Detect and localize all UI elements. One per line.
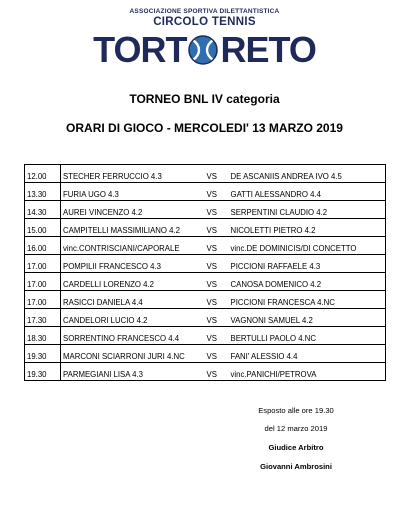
- match-vs: VS: [205, 273, 229, 291]
- match-vs: VS: [205, 219, 229, 237]
- match-vs: VS: [205, 291, 229, 309]
- logo-brand: [0, 30, 409, 70]
- match-player2: NICOLETTI PIETRO 4.2: [229, 219, 386, 237]
- schedule-body: [25, 165, 386, 381]
- posted-date: del 12 marzo 2019: [264, 424, 328, 433]
- tennis-ball-icon: [187, 34, 219, 66]
- match-row: [25, 309, 386, 327]
- logo-club-name: CIRCOLO TENNIS: [153, 16, 256, 28]
- match-player2: SERPENTINI CLAUDIO 4.2: [229, 201, 386, 219]
- club-logo: [0, 8, 409, 70]
- match-player2: vinc.DE DOMINICIS/DI CONCETTO: [229, 237, 386, 255]
- match-player1: vinc.CONTRISCIANI/CAPORALE: [61, 237, 205, 255]
- match-time: 17.30: [25, 309, 61, 327]
- logo-brand-right: RETO: [220, 29, 316, 70]
- match-time: 16.00: [25, 237, 61, 255]
- match-vs: VS: [205, 255, 229, 273]
- match-player1: MARCONI SCIARRONI JURI 4.NC: [61, 345, 205, 363]
- match-row: [25, 345, 386, 363]
- match-vs: VS: [205, 363, 229, 381]
- match-row: [25, 291, 386, 309]
- match-row: [25, 327, 386, 345]
- match-player1: CARDELLI LORENZO 4.2: [61, 273, 205, 291]
- match-player1: PARMEGIANI LISA 4.3: [61, 363, 205, 381]
- match-row: [25, 219, 386, 237]
- match-time: 12.00: [25, 165, 61, 183]
- posted-time: Esposto alle ore 19.30: [258, 406, 334, 415]
- match-player1: STECHER FERRUCCIO 4.3: [61, 165, 205, 183]
- match-player2: PICCIONI FRANCESCA 4.NC: [229, 291, 386, 309]
- match-row: [25, 255, 386, 273]
- match-player2: PICCIONI RAFFAELE 4.3: [229, 255, 386, 273]
- match-vs: VS: [205, 327, 229, 345]
- match-row: [25, 273, 386, 291]
- match-player1: POMPILII FRANCESCO 4.3: [61, 255, 205, 273]
- tournament-title: TORNEO BNL IV categoria: [129, 92, 280, 106]
- match-time: 14.30: [25, 201, 61, 219]
- match-vs: VS: [205, 309, 229, 327]
- match-time: 13.30: [25, 183, 61, 201]
- referee-name: Giovanni Ambrosini: [260, 462, 332, 471]
- match-player1: AUREI VINCENZO 4.2: [61, 201, 205, 219]
- match-row: [25, 237, 386, 255]
- match-row: [25, 165, 386, 183]
- match-player2: VAGNONI SAMUEL 4.2: [229, 309, 386, 327]
- match-vs: VS: [205, 237, 229, 255]
- match-player2: GATTI ALESSANDRO 4.4: [229, 183, 386, 201]
- match-player2: FANI' ALESSIO 4.4: [229, 345, 386, 363]
- match-time: 17.00: [25, 291, 61, 309]
- logo-brand-left: TORT: [93, 29, 187, 70]
- match-player1: SORRENTINO FRANCESCO 4.4: [61, 327, 205, 345]
- match-vs: VS: [205, 183, 229, 201]
- match-vs: VS: [205, 201, 229, 219]
- match-player1: CANDELORI LUCIO 4.2: [61, 309, 205, 327]
- schedule-table: [24, 164, 386, 381]
- match-vs: VS: [205, 345, 229, 363]
- match-player1: CAMPITELLI MASSIMILIANO 4.2: [61, 219, 205, 237]
- match-time: 19.30: [25, 363, 61, 381]
- match-time: 18.30: [25, 327, 61, 345]
- match-row: [25, 363, 386, 381]
- match-time: 17.00: [25, 255, 61, 273]
- match-player1: FURIA UGO 4.3: [61, 183, 205, 201]
- match-row: [25, 201, 386, 219]
- match-time: 17.00: [25, 273, 61, 291]
- match-time: 19.30: [25, 345, 61, 363]
- referee-role: Giudice Arbitro: [268, 443, 324, 452]
- logo-association: ASSOCIAZIONE SPORTIVA DILETTANTISTICA: [129, 8, 280, 15]
- match-player1: RASICCI DANIELA 4.4: [61, 291, 205, 309]
- match-player2: CANOSA DOMENICO 4.2: [229, 273, 386, 291]
- match-player2: vinc.PANICHI/PETROVA: [229, 363, 386, 381]
- match-player2: DE ASCANIIS ANDREA IVO 4.5: [229, 165, 386, 183]
- match-player2: BERTULLI PAOLO 4.NC: [229, 327, 386, 345]
- schedule-title: ORARI DI GIOCO - MERCOLEDI' 13 MARZO 2019: [66, 121, 343, 135]
- match-vs: VS: [205, 165, 229, 183]
- match-time: 15.00: [25, 219, 61, 237]
- match-row: [25, 183, 386, 201]
